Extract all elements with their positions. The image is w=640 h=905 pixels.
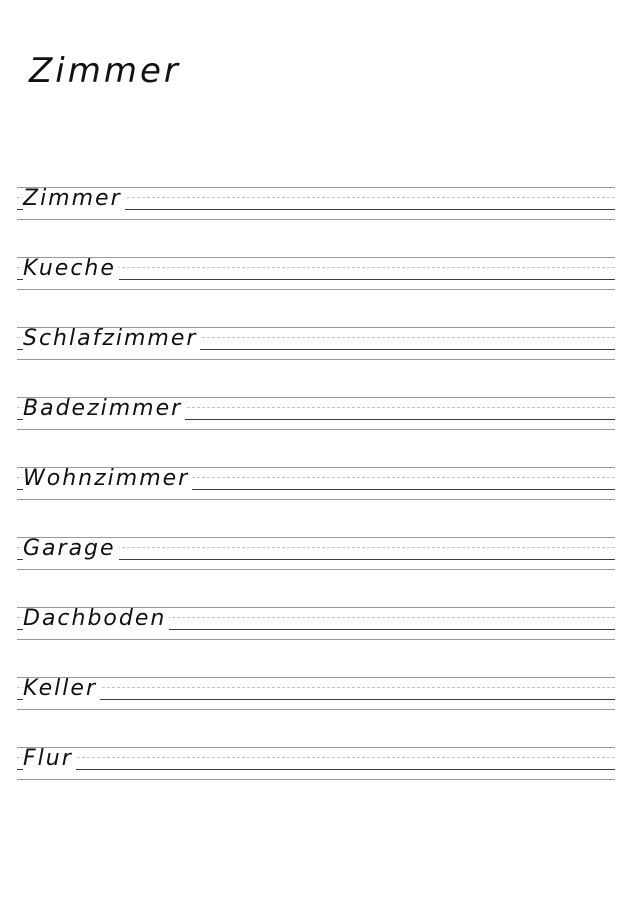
top-guide-line [17, 677, 615, 678]
top-guide-line [17, 747, 615, 748]
descender-line [17, 429, 615, 430]
practice-word: Schlafzimmer [23, 328, 200, 350]
practice-row [17, 397, 615, 431]
baseline [17, 699, 615, 700]
practice-word: Garage [23, 538, 119, 560]
descender-line [17, 219, 615, 220]
practice-word: Flur [23, 748, 76, 770]
page-title: Zimmer [29, 51, 181, 91]
practice-word: Wohnzimmer [23, 468, 192, 490]
practice-word: Kueche [23, 258, 119, 280]
baseline [17, 769, 615, 770]
practice-row [17, 747, 615, 781]
practice-word: Dachboden [23, 608, 169, 630]
practice-row [17, 537, 615, 571]
practice-row [17, 257, 615, 291]
descender-line [17, 499, 615, 500]
practice-word: Badezimmer [23, 398, 185, 420]
practice-row [17, 677, 615, 711]
practice-row [17, 467, 615, 501]
practice-word: Keller [23, 678, 100, 700]
midline-dashed [17, 757, 615, 758]
descender-line [17, 709, 615, 710]
practice-word: Zimmer [23, 188, 125, 210]
descender-line [17, 779, 615, 780]
practice-row [17, 607, 615, 641]
practice-row [17, 187, 615, 221]
practice-row [17, 327, 615, 361]
descender-line [17, 359, 615, 360]
descender-line [17, 289, 615, 290]
descender-line [17, 639, 615, 640]
midline-dashed [17, 687, 615, 688]
descender-line [17, 569, 615, 570]
